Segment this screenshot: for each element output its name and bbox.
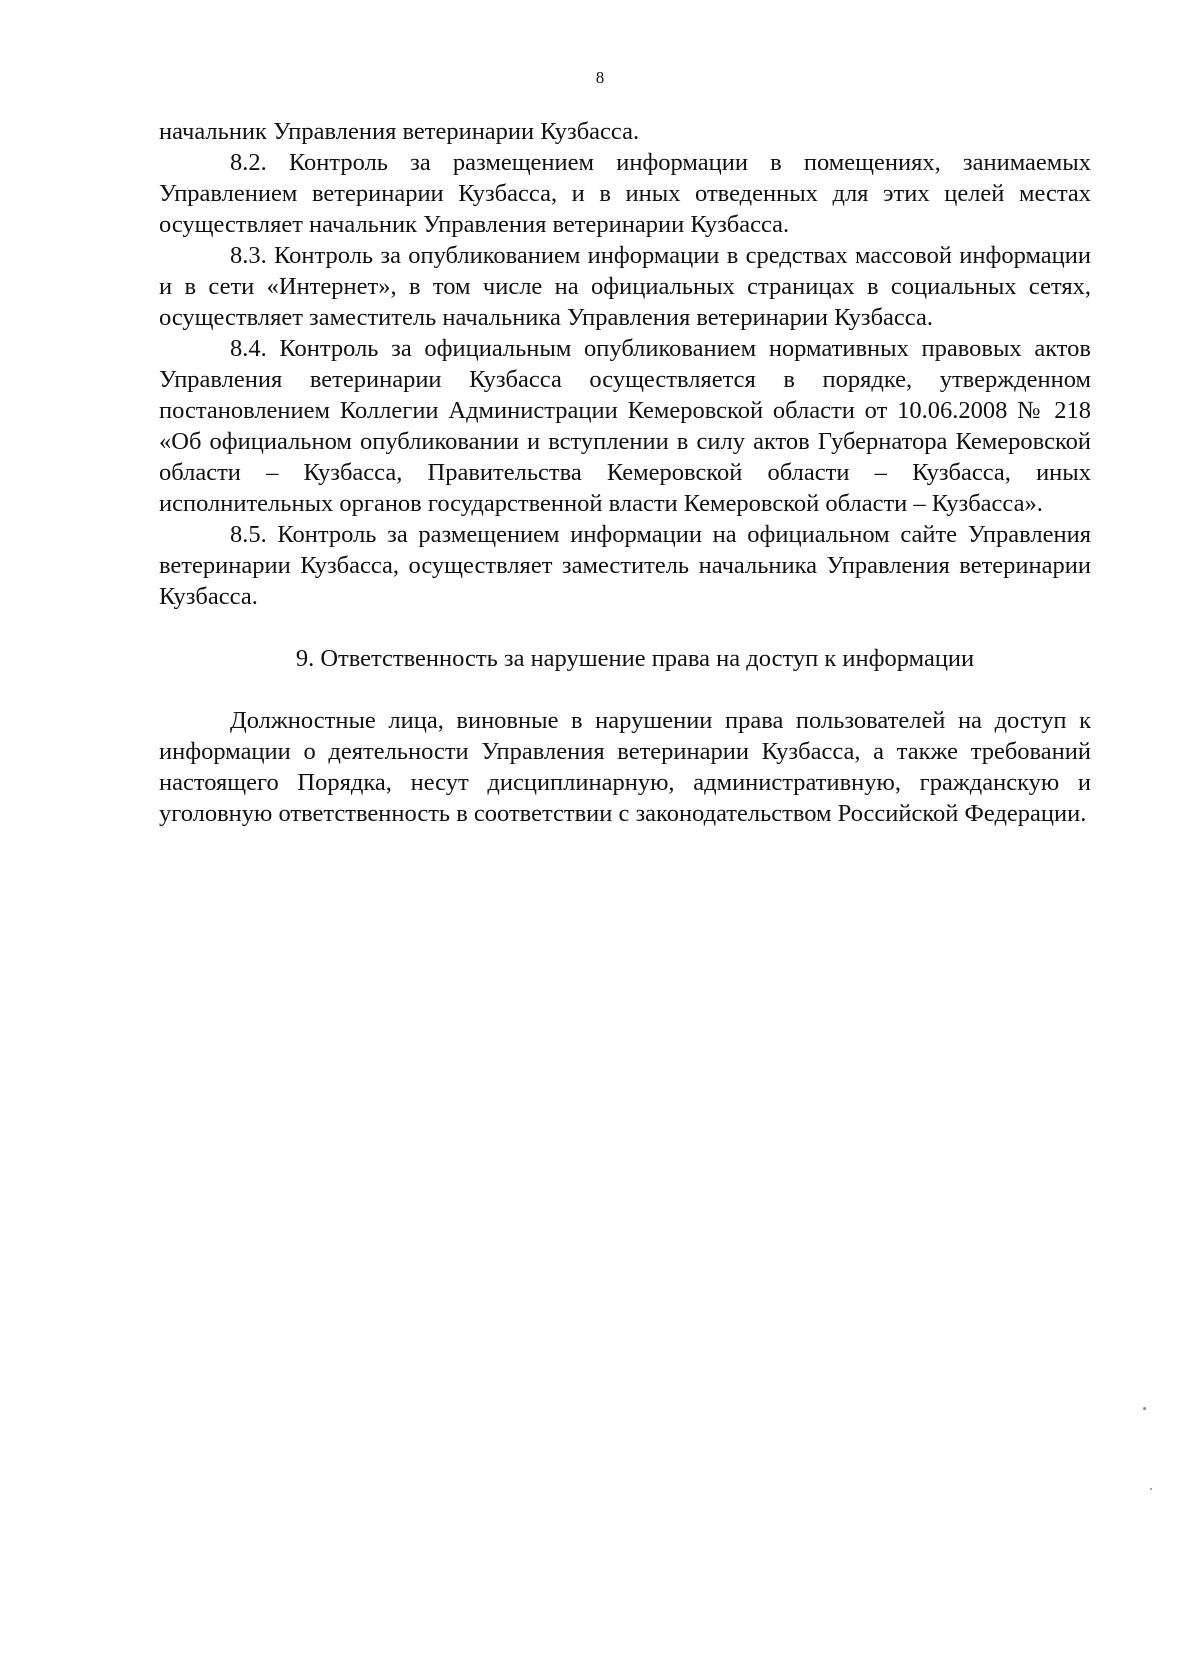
paragraph-8-2: 8.2. Контроль за размещением информации в помещениях, занимаемых Управлением ветеринарии Кузбасса, и в иных отведенных для этих целей местах осуществляет начальник Управления ветеринарии Кузбасса. bbox=[159, 149, 1091, 238]
page-number: 8 bbox=[595, 68, 605, 87]
document-body bbox=[159, 116, 1091, 829]
paragraph-8-3: 8.3. Контроль за опубликованием информации в средствах массовой информации и в сети «Интернет», в том числе на официальных страницах в социальных сетях, осуществляет заместитель начальника Управления ветеринарии Кузбасса. bbox=[159, 242, 1091, 331]
scan-speck bbox=[1143, 1407, 1146, 1410]
paragraph-9-body: Должностные лица, виновные в нарушении права пользователей на доступ к информации о деятельности Управления ветеринарии Кузбасса, а также требований настоящего Порядка, несут дисциплинарную, административную, гражданскую и уголовную ответственность в соответствии с законодательством Российской Федерации. bbox=[159, 707, 1091, 827]
paragraph-continuation: начальник Управления ветеринарии Кузбасса. bbox=[159, 118, 640, 145]
section-heading-9: 9. Ответственность за нарушение права на доступ к информации bbox=[295, 645, 975, 672]
paragraph-8-5: 8.5. Контроль за размещением информации на официальном сайте Управления ветеринарии Кузбасса, осуществляет заместитель начальника Управления ветеринарии Кузбасса. bbox=[159, 521, 1091, 610]
paragraph-8-4: 8.4. Контроль за официальным опубликованием нормативных правовых актов Управления ветеринарии Кузбасса осуществляется в порядке, утвержденном постановлением Коллегии Администрации Кемеровской области от 10.06.2008 № 218 «Об официальном опубликовании и вступлении в силу актов Губернатора Кемеровской области – Кузбасса, Правительства Кемеровской области – Кузбасса, иных исполнительных органов государственной власти Кемеровской области – Кузбасса». bbox=[159, 335, 1091, 517]
scan-speck bbox=[1150, 1488, 1152, 1490]
